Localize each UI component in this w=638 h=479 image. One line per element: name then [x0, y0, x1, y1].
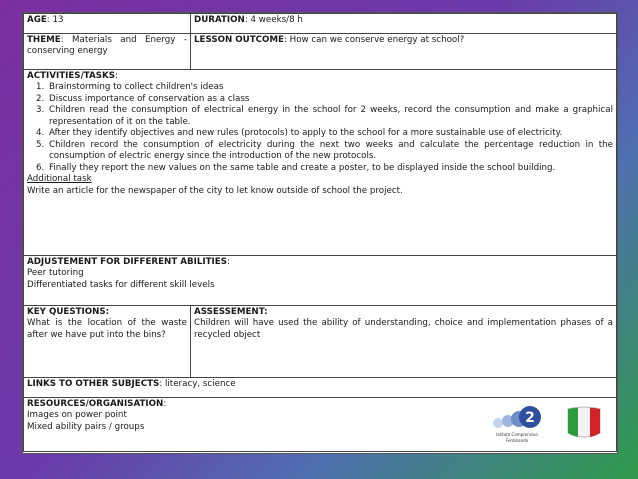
assessment-label: ASSESSEMENT: — [194, 307, 268, 317]
logo-mark: 2 — [525, 410, 535, 426]
logos — [486, 403, 606, 443]
additional-task-label: Additional task — [27, 174, 92, 185]
age-cell — [24, 14, 191, 34]
adjustment-line: Peer tutoring — [27, 268, 84, 279]
adjustment-line: Differentiated tasks for different skill levels — [27, 279, 215, 290]
assessment-text: Children will have used the ability of understanding, choice and implementation phases of a recycled object — [194, 318, 613, 340]
additional-task-text: Write an article for the newspaper of the city to let know outside of school the project. — [27, 185, 403, 196]
activity-item: 6. Finally they report the new values on the same table and create a poster, to be displayed inside the school building. — [47, 163, 613, 174]
links-cell — [24, 378, 617, 398]
lesson-outcome-value: : How can we conserve energy at school? — [283, 35, 465, 45]
duration-label: DURATION — [194, 15, 245, 25]
theme-value: : Materials and Energy - conserving energy — [27, 35, 187, 57]
adjustment-label: ADJUSTEMENT FOR DIFFERENT ABILITIES — [27, 257, 227, 267]
duration-cell — [191, 14, 617, 34]
resources-line: Mixed ability pairs / groups — [27, 421, 145, 432]
activity-item: 2. Discuss importance of conservation as a class — [47, 94, 613, 105]
activity-item: 3. Children read the consumption of electrical energy in the school for 2 weeks, record the consumption and make a graphical representation of it on the table. — [47, 105, 613, 128]
lesson-outcome-cell — [191, 34, 617, 70]
activities-list — [27, 82, 613, 174]
duration-value: : 4 weeks/8 h — [244, 15, 303, 25]
links-label: LINKS TO OTHER SUBJECTS — [27, 379, 160, 389]
activity-item: 5. Children record the consumption of electricity during the next two weeks and calculate the percentage reduction in the consumption of electric energy since the introduction of the new protocols. — [47, 140, 613, 163]
resources-label: RESOURCES/ORGANISATION — [27, 399, 164, 409]
adjustment-cell — [24, 256, 617, 306]
lesson-plan-sheet — [22, 12, 618, 454]
assessment-cell — [191, 306, 617, 378]
resources-line: Images on power point — [27, 410, 127, 421]
lesson-outcome-label: LESSON OUTCOME — [194, 35, 284, 45]
activities-cell — [24, 70, 617, 256]
lesson-plan-table — [23, 13, 617, 452]
activity-item: 1. Brainstorming to collect children's ideas — [47, 82, 613, 93]
italy-flag-icon — [562, 403, 606, 443]
logo-caption: Istituto Comprensivo Ferdinando — [496, 432, 538, 443]
age-label: AGE — [27, 15, 47, 25]
activity-item: 4. After they identify objectives and new rules (protocols) to apply to the school for a more sustainable use of electricity. — [47, 128, 613, 139]
theme-label: THEME — [27, 35, 61, 45]
adjustment-colon: : — [226, 257, 230, 267]
activities-label: ACTIVITIES/TASKS — [27, 71, 115, 81]
activities-colon: : — [114, 71, 118, 81]
key-questions-cell — [24, 306, 191, 378]
age-value: : 13 — [46, 15, 64, 25]
key-questions-label: KEY QUESTIONS: — [27, 307, 110, 317]
resources-cell — [24, 398, 617, 452]
resources-colon: : — [163, 399, 167, 409]
theme-cell — [24, 34, 191, 70]
links-value: : literacy, science — [159, 379, 236, 389]
italy-flag — [562, 403, 606, 443]
school-logo — [486, 403, 548, 443]
key-questions-text: What is the location of the waste after we have put into the bins? — [27, 318, 187, 340]
